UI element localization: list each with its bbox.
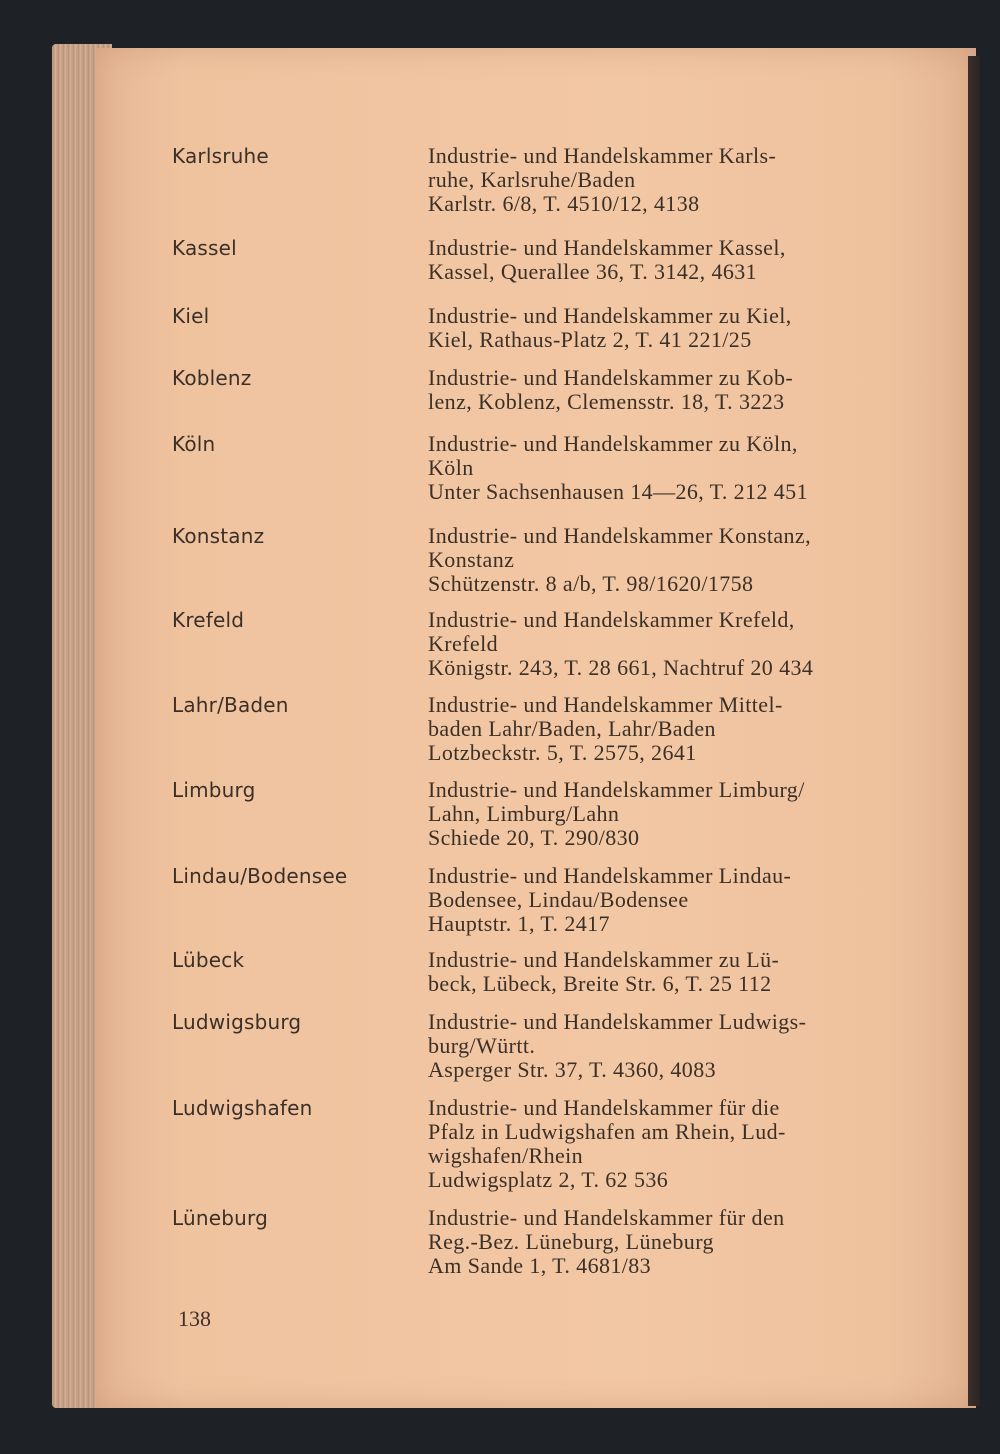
city-name: Limburg (172, 778, 256, 802)
chamber-address (428, 1206, 908, 1278)
city-name: Köln (172, 432, 216, 456)
address-line: Unter Sachsenhausen 14—26, T. 212 451 (428, 479, 808, 504)
address-line: Kiel, Rathaus-Platz 2, T. 41 221/25 (428, 327, 752, 352)
address-line: Köln (428, 455, 474, 480)
chamber-address (428, 304, 908, 352)
address-line: Industrie- und Handelskammer Mittel- (428, 692, 783, 717)
address-line: Industrie- und Handelskammer Konstanz, (428, 523, 811, 548)
facing-page-edge (968, 56, 980, 1406)
address-line: Schiede 20, T. 290/830 (428, 825, 640, 850)
address-line: Königstr. 243, T. 28 661, Nachtruf 20 434 (428, 655, 814, 680)
address-line: Am Sande 1, T. 4681/83 (428, 1253, 652, 1278)
address-line: Industrie- und Handelskammer Ludwigs- (428, 1009, 807, 1034)
page-number: 138 (178, 1306, 211, 1331)
chamber-address (428, 864, 908, 936)
address-line: Pfalz in Ludwigshafen am Rhein, Lud- (428, 1119, 786, 1144)
address-line: Schützenstr. 8 a/b, T. 98/1620/1758 (428, 571, 754, 596)
address-line: lenz, Koblenz, Clemensstr. 18, T. 3223 (428, 389, 785, 414)
address-line: Ludwigsplatz 2, T. 62 536 (428, 1167, 669, 1192)
chamber-address (428, 608, 908, 680)
address-line: Bodensee, Lindau/Bodensee (428, 887, 689, 912)
chamber-address (428, 236, 908, 284)
chamber-address (428, 1010, 908, 1082)
address-line: Industrie- und Handelskammer zu Köln, (428, 431, 798, 456)
city-name: Lüneburg (172, 1206, 268, 1230)
address-line: baden Lahr/Baden, Lahr/Baden (428, 716, 716, 741)
address-line: burg/Württ. (428, 1033, 536, 1058)
address-line: Kassel, Querallee 36, T. 3142, 4631 (428, 259, 758, 284)
address-line: Krefeld (428, 631, 498, 656)
address-line: Industrie- und Handelskammer Kassel, (428, 235, 786, 260)
city-name: Kassel (172, 236, 237, 260)
city-name: Lahr/Baden (172, 693, 289, 717)
chamber-address (428, 144, 908, 216)
address-line: ruhe, Karlsruhe/Baden (428, 167, 636, 192)
chamber-address (428, 1096, 908, 1192)
city-name: Lindau/Bodensee (172, 864, 348, 888)
address-line: Industrie- und Handelskammer zu Kiel, (428, 303, 792, 328)
chamber-address (428, 432, 908, 504)
address-line: Industrie- und Handelskammer zu Kob- (428, 365, 794, 390)
chamber-address (428, 524, 908, 596)
chamber-address (428, 948, 908, 996)
city-name: Kiel (172, 304, 210, 328)
chamber-address (428, 693, 908, 765)
city-name: Ludwigshafen (172, 1096, 313, 1120)
address-line: Hauptstr. 1, T. 2417 (428, 911, 610, 936)
chamber-address (428, 366, 908, 414)
address-line: Industrie- und Handelskammer zu Lü- (428, 947, 780, 972)
chamber-address (428, 778, 908, 850)
address-line: Industrie- und Handelskammer Limburg/ (428, 777, 805, 802)
address-line: Reg.-Bez. Lüneburg, Lüneburg (428, 1229, 714, 1254)
address-line: beck, Lübeck, Breite Str. 6, T. 25 112 (428, 971, 772, 996)
address-line: Konstanz (428, 547, 515, 572)
address-line: Industrie- und Handelskammer für den (428, 1205, 785, 1230)
address-line: Industrie- und Handelskammer für die (428, 1095, 780, 1120)
address-line: Asperger Str. 37, T. 4360, 4083 (428, 1057, 717, 1082)
address-line: Lotzbeckstr. 5, T. 2575, 2641 (428, 740, 697, 765)
city-name: Konstanz (172, 524, 265, 548)
address-line: Karlstr. 6/8, T. 4510/12, 4138 (428, 191, 700, 216)
city-name: Ludwigsburg (172, 1010, 302, 1034)
address-line: Industrie- und Handelskammer Karls- (428, 143, 777, 168)
city-name: Lübeck (172, 948, 245, 972)
city-name: Karlsruhe (172, 144, 269, 168)
address-line: Industrie- und Handelskammer Krefeld, (428, 607, 795, 632)
city-name: Koblenz (172, 366, 252, 390)
address-line: wigshafen/Rhein (428, 1143, 584, 1168)
address-line: Lahn, Limburg/Lahn (428, 801, 620, 826)
city-name: Krefeld (172, 608, 245, 632)
address-line: Industrie- und Handelskammer Lindau- (428, 863, 792, 888)
